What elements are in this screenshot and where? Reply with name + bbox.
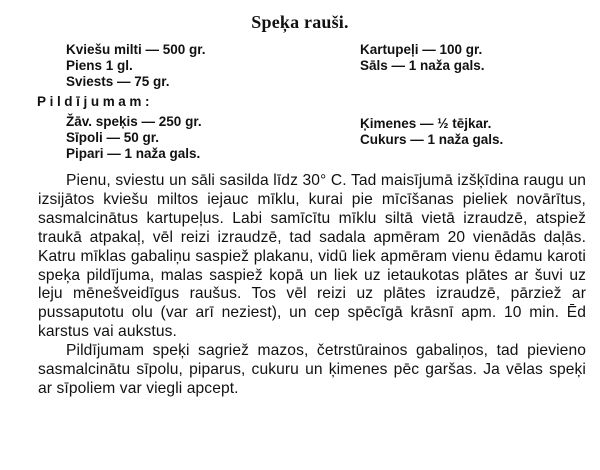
ingredient-line: Kviešu milti — 500 gr. — [66, 42, 206, 57]
instruction-paragraph: Pienu, sviestu un sāli sasilda līdz 30° C. Tad maisījumā izšķīdina raugu un izsijātos kviešu miltos iejauc mīklu, kurai pie mīcīšanas pieliek novārītus, sasmalcinātus kartupeļus. Labi samīcītu mīklu siltā vietā izraudzē, atspiež traukā atpakaļ, vēl reizi izraudzē, tad sadala apmēram 20 vienādās daļās. Katru mīklas gabaliņu saspiež plakanu, vidū liek apmēram vienu ēdamu karoti speķa pildījuma, malas saspiež kopā un liek uz ietaukotas plātes ar šuvi uz leju mēnešveidīgus raušus. Tos vēl reizi uz plātes izraudzē, pārziež ar pussaputotu olu (var arī neziest), un cep spēcīgā krāsnī apm. 10 min. Ēd karstus vai aukstus. — [38, 172, 586, 341]
recipe-title: Speķa rauši. — [251, 12, 349, 32]
filling-line: Pipari — 1 naža gals. — [66, 146, 201, 161]
ingredient-line: Sviests — 75 gr. — [66, 74, 170, 89]
filling-line: Cukurs — 1 naža gals. — [360, 132, 504, 147]
instruction-paragraph: Pildījumam speķi sagriež mazos, četrstūrainos gabaliņos, tad pievieno sasmalcinātu sīpolu, piparus, cukuru un ķimenes pēc garšas. Ja vēlas speķi ar sīpoliem var viegli apcept. — [38, 342, 586, 397]
filling-line: Ķimenes — ½ tējkar. — [360, 116, 492, 131]
instructions — [38, 172, 586, 399]
ingredient-line: Kartupeļi — 100 gr. — [360, 42, 483, 57]
filling-line: Žāv. speķis — 250 gr. — [66, 114, 202, 129]
ingredient-line: Piens 1 gl. — [66, 58, 133, 73]
filling-line: Sīpoli — 50 gr. — [66, 130, 160, 145]
filling-heading: Pildījumam: — [37, 94, 154, 109]
ingredient-line: Sāls — 1 naža gals. — [360, 58, 485, 73]
